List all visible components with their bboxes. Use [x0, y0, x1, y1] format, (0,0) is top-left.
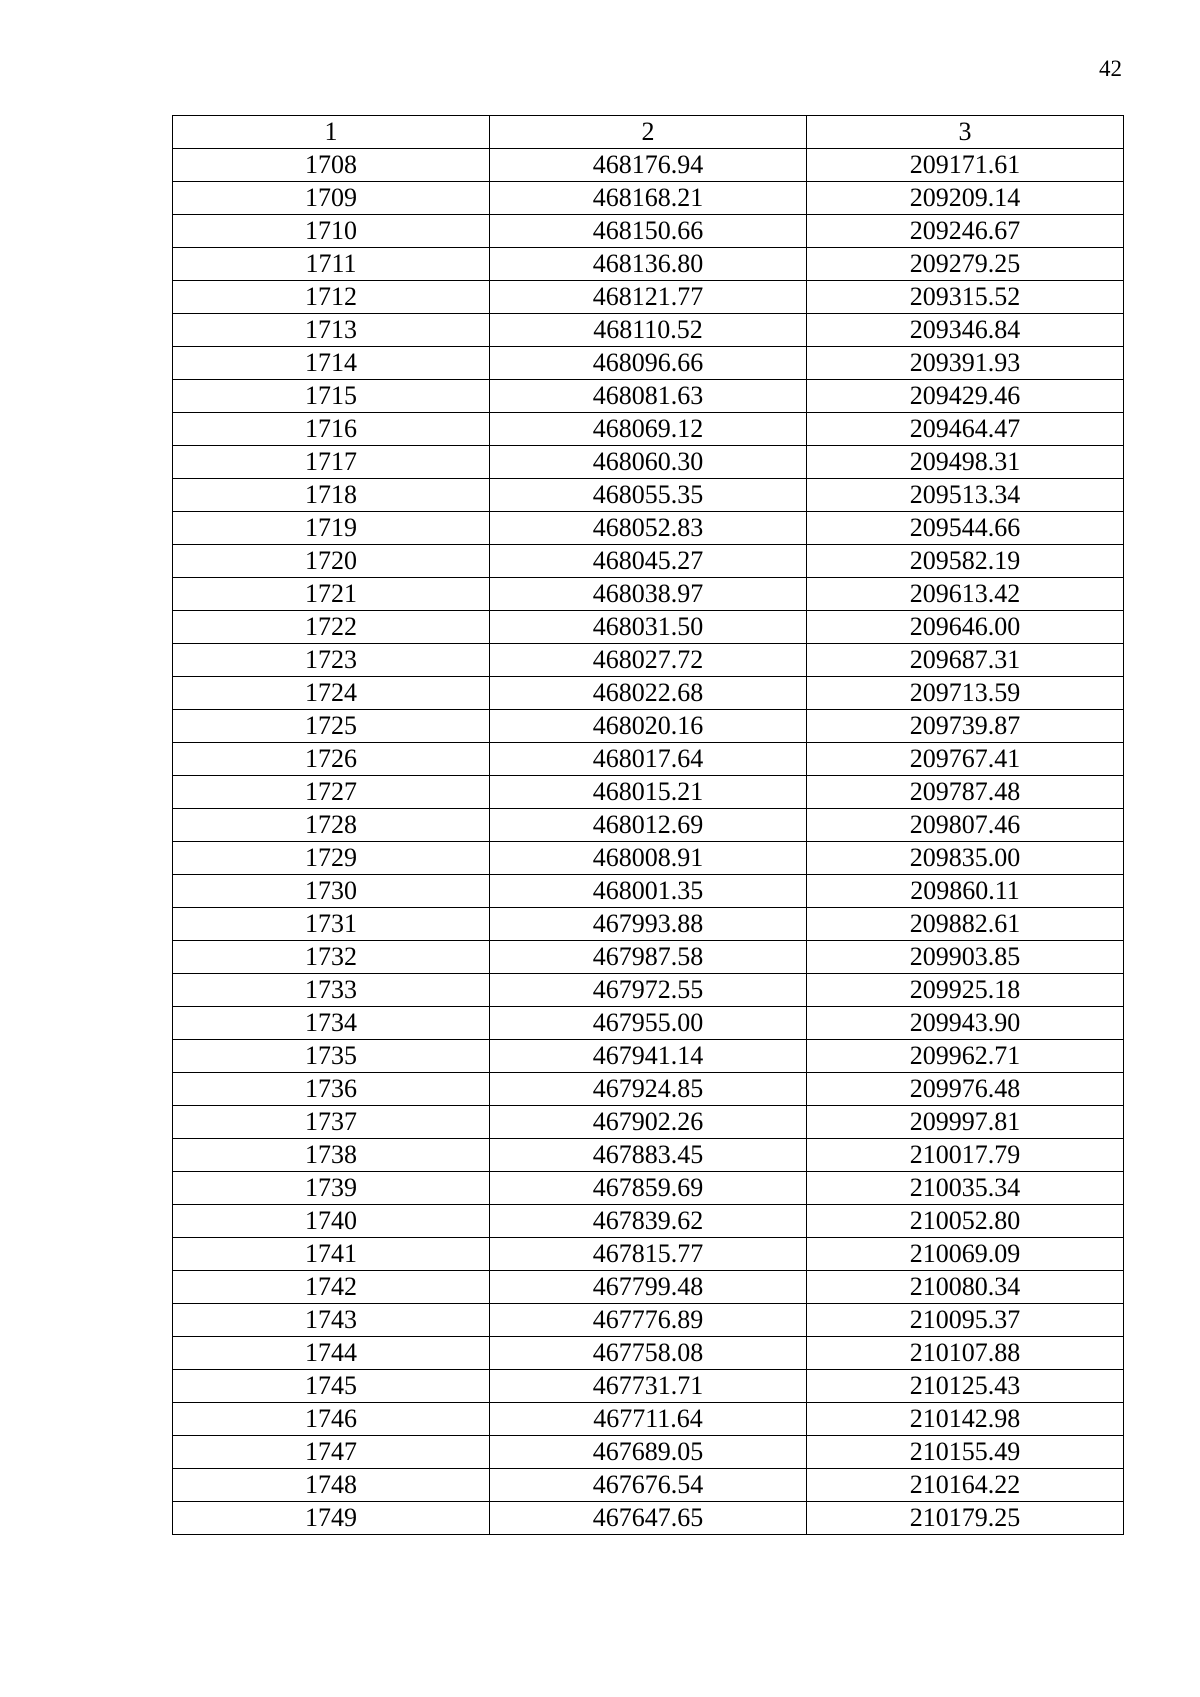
coordinate-x-cell: 467924.85 — [489, 1073, 806, 1106]
coordinate-y-cell: 209646.00 — [806, 611, 1123, 644]
coordinate-x-cell: 468069.12 — [489, 413, 806, 446]
table-row — [173, 776, 1124, 809]
coordinate-x-cell: 467647.65 — [489, 1502, 806, 1535]
coordinate-x-cell: 467676.54 — [489, 1469, 806, 1502]
coordinate-y-cell: 210155.49 — [806, 1436, 1123, 1469]
table-row — [173, 215, 1124, 248]
coordinate-y-cell: 209687.31 — [806, 644, 1123, 677]
table-row — [173, 1205, 1124, 1238]
coordinate-y-cell: 209498.31 — [806, 446, 1123, 479]
table-row — [173, 413, 1124, 446]
table-row — [173, 182, 1124, 215]
coordinate-x-cell: 467839.62 — [489, 1205, 806, 1238]
table-row — [173, 545, 1124, 578]
table-row — [173, 1172, 1124, 1205]
table-row — [173, 1304, 1124, 1337]
coordinate-x-cell: 468038.97 — [489, 578, 806, 611]
coordinate-x-cell: 467689.05 — [489, 1436, 806, 1469]
point-number-cell: 1743 — [173, 1304, 490, 1337]
coordinate-y-cell: 209835.00 — [806, 842, 1123, 875]
point-number-cell: 1725 — [173, 710, 490, 743]
coordinate-y-cell: 210164.22 — [806, 1469, 1123, 1502]
coordinate-y-cell: 209171.61 — [806, 149, 1123, 182]
point-number-cell: 1734 — [173, 1007, 490, 1040]
table-row — [173, 908, 1124, 941]
point-number-cell: 1748 — [173, 1469, 490, 1502]
coordinate-y-cell: 209279.25 — [806, 248, 1123, 281]
point-number-cell: 1708 — [173, 149, 490, 182]
point-number-cell: 1731 — [173, 908, 490, 941]
header-row — [173, 116, 1124, 149]
table-row — [173, 842, 1124, 875]
column-header-2: 2 — [489, 116, 806, 149]
table-row — [173, 1007, 1124, 1040]
table-row — [173, 1139, 1124, 1172]
table-row — [173, 677, 1124, 710]
table-row — [173, 1469, 1124, 1502]
table-row — [173, 644, 1124, 677]
point-number-cell: 1709 — [173, 182, 490, 215]
point-number-cell: 1727 — [173, 776, 490, 809]
point-number-cell: 1720 — [173, 545, 490, 578]
coordinate-x-cell: 468055.35 — [489, 479, 806, 512]
coordinate-y-cell: 209582.19 — [806, 545, 1123, 578]
point-number-cell: 1723 — [173, 644, 490, 677]
coordinate-x-cell: 467758.08 — [489, 1337, 806, 1370]
table-row — [173, 248, 1124, 281]
coordinate-y-cell: 209962.71 — [806, 1040, 1123, 1073]
coordinate-y-cell: 209925.18 — [806, 974, 1123, 1007]
point-number-cell: 1735 — [173, 1040, 490, 1073]
table-row — [173, 380, 1124, 413]
coordinate-x-cell: 468110.52 — [489, 314, 806, 347]
point-number-cell: 1749 — [173, 1502, 490, 1535]
table-row — [173, 1238, 1124, 1271]
table-row — [173, 611, 1124, 644]
coordinate-x-cell: 467993.88 — [489, 908, 806, 941]
point-number-cell: 1728 — [173, 809, 490, 842]
point-number-cell: 1744 — [173, 1337, 490, 1370]
coordinate-y-cell: 209544.66 — [806, 512, 1123, 545]
point-number-cell: 1736 — [173, 1073, 490, 1106]
table-row — [173, 974, 1124, 1007]
point-number-cell: 1733 — [173, 974, 490, 1007]
table-row — [173, 809, 1124, 842]
table-row — [173, 314, 1124, 347]
coordinate-x-cell: 468001.35 — [489, 875, 806, 908]
coordinate-x-cell: 468168.21 — [489, 182, 806, 215]
coordinate-x-cell: 468045.27 — [489, 545, 806, 578]
table-body — [173, 149, 1124, 1535]
point-number-cell: 1718 — [173, 479, 490, 512]
coordinate-x-cell: 468022.68 — [489, 677, 806, 710]
coordinate-x-cell: 468015.21 — [489, 776, 806, 809]
point-number-cell: 1737 — [173, 1106, 490, 1139]
coordinate-y-cell: 209976.48 — [806, 1073, 1123, 1106]
coordinate-y-cell: 210125.43 — [806, 1370, 1123, 1403]
coordinate-x-cell: 467987.58 — [489, 941, 806, 974]
point-number-cell: 1730 — [173, 875, 490, 908]
coordinate-x-cell: 467731.71 — [489, 1370, 806, 1403]
coordinate-y-cell: 209429.46 — [806, 380, 1123, 413]
coordinate-y-cell: 210107.88 — [806, 1337, 1123, 1370]
table-row — [173, 479, 1124, 512]
table-row — [173, 347, 1124, 380]
point-number-cell: 1732 — [173, 941, 490, 974]
coordinate-x-cell: 468136.80 — [489, 248, 806, 281]
coordinate-y-cell: 209787.48 — [806, 776, 1123, 809]
coordinate-x-cell: 468081.63 — [489, 380, 806, 413]
coordinate-y-cell: 209209.14 — [806, 182, 1123, 215]
point-number-cell: 1738 — [173, 1139, 490, 1172]
coordinate-y-cell: 209860.11 — [806, 875, 1123, 908]
coordinate-x-cell: 467799.48 — [489, 1271, 806, 1304]
point-number-cell: 1729 — [173, 842, 490, 875]
coordinate-y-cell: 210080.34 — [806, 1271, 1123, 1304]
coordinate-x-cell: 467972.55 — [489, 974, 806, 1007]
coordinate-y-cell: 209739.87 — [806, 710, 1123, 743]
table-row — [173, 578, 1124, 611]
point-number-cell: 1721 — [173, 578, 490, 611]
coordinate-x-cell: 468027.72 — [489, 644, 806, 677]
coordinate-y-cell: 209943.90 — [806, 1007, 1123, 1040]
coordinate-y-cell: 209997.81 — [806, 1106, 1123, 1139]
table-row — [173, 941, 1124, 974]
coordinate-y-cell: 209464.47 — [806, 413, 1123, 446]
coordinate-x-cell: 467955.00 — [489, 1007, 806, 1040]
coordinate-x-cell: 468052.83 — [489, 512, 806, 545]
table-row — [173, 512, 1124, 545]
point-number-cell: 1711 — [173, 248, 490, 281]
coordinate-y-cell: 209391.93 — [806, 347, 1123, 380]
coordinate-y-cell: 209903.85 — [806, 941, 1123, 974]
point-number-cell: 1714 — [173, 347, 490, 380]
point-number-cell: 1739 — [173, 1172, 490, 1205]
table-row — [173, 1337, 1124, 1370]
coordinate-y-cell: 210035.34 — [806, 1172, 1123, 1205]
column-header-3: 3 — [806, 116, 1123, 149]
coordinate-y-cell: 209767.41 — [806, 743, 1123, 776]
coordinate-x-cell: 467941.14 — [489, 1040, 806, 1073]
coordinate-x-cell: 468017.64 — [489, 743, 806, 776]
coordinate-y-cell: 210095.37 — [806, 1304, 1123, 1337]
table-row — [173, 710, 1124, 743]
coordinate-x-cell: 468020.16 — [489, 710, 806, 743]
coordinate-x-cell: 468008.91 — [489, 842, 806, 875]
table-row — [173, 1040, 1124, 1073]
coordinate-x-cell: 467859.69 — [489, 1172, 806, 1205]
coordinate-y-cell: 209613.42 — [806, 578, 1123, 611]
point-number-cell: 1719 — [173, 512, 490, 545]
coordinate-y-cell: 209246.67 — [806, 215, 1123, 248]
point-number-cell: 1742 — [173, 1271, 490, 1304]
point-number-cell: 1740 — [173, 1205, 490, 1238]
table-row — [173, 149, 1124, 182]
coordinate-x-cell: 468176.94 — [489, 149, 806, 182]
coordinate-x-cell: 468031.50 — [489, 611, 806, 644]
table-row — [173, 743, 1124, 776]
table-row — [173, 875, 1124, 908]
table-row — [173, 1106, 1124, 1139]
table-row — [173, 1073, 1124, 1106]
table-row — [173, 1271, 1124, 1304]
point-number-cell: 1745 — [173, 1370, 490, 1403]
coordinate-y-cell: 209882.61 — [806, 908, 1123, 941]
coordinate-y-cell: 209513.34 — [806, 479, 1123, 512]
coordinate-x-cell: 468060.30 — [489, 446, 806, 479]
table-header — [173, 116, 1124, 149]
table-row — [173, 1436, 1124, 1469]
point-number-cell: 1713 — [173, 314, 490, 347]
coordinate-y-cell: 209807.46 — [806, 809, 1123, 842]
point-number-cell: 1716 — [173, 413, 490, 446]
coordinate-y-cell: 210179.25 — [806, 1502, 1123, 1535]
coordinate-y-cell: 210069.09 — [806, 1238, 1123, 1271]
table-row — [173, 446, 1124, 479]
table-row — [173, 1370, 1124, 1403]
table-row — [173, 1403, 1124, 1436]
point-number-cell: 1710 — [173, 215, 490, 248]
point-number-cell: 1741 — [173, 1238, 490, 1271]
column-header-1: 1 — [173, 116, 490, 149]
coordinate-y-cell: 210142.98 — [806, 1403, 1123, 1436]
page-number: 42 — [1099, 56, 1122, 81]
point-number-cell: 1726 — [173, 743, 490, 776]
coordinate-x-cell: 467815.77 — [489, 1238, 806, 1271]
table-row — [173, 1502, 1124, 1535]
coordinate-x-cell: 467711.64 — [489, 1403, 806, 1436]
point-number-cell: 1715 — [173, 380, 490, 413]
point-number-cell: 1712 — [173, 281, 490, 314]
point-number-cell: 1747 — [173, 1436, 490, 1469]
coordinate-x-cell: 468121.77 — [489, 281, 806, 314]
point-number-cell: 1722 — [173, 611, 490, 644]
coordinate-y-cell: 210017.79 — [806, 1139, 1123, 1172]
coordinate-y-cell: 209315.52 — [806, 281, 1123, 314]
point-number-cell: 1724 — [173, 677, 490, 710]
coordinate-x-cell: 467883.45 — [489, 1139, 806, 1172]
coordinate-x-cell: 467902.26 — [489, 1106, 806, 1139]
coordinate-y-cell: 209346.84 — [806, 314, 1123, 347]
coordinate-y-cell: 210052.80 — [806, 1205, 1123, 1238]
coordinate-x-cell: 468012.69 — [489, 809, 806, 842]
point-number-cell: 1746 — [173, 1403, 490, 1436]
coordinate-y-cell: 209713.59 — [806, 677, 1123, 710]
coordinate-x-cell: 468096.66 — [489, 347, 806, 380]
coordinates-table — [172, 115, 1124, 1535]
point-number-cell: 1717 — [173, 446, 490, 479]
coordinate-x-cell: 467776.89 — [489, 1304, 806, 1337]
coordinate-x-cell: 468150.66 — [489, 215, 806, 248]
table-row — [173, 281, 1124, 314]
